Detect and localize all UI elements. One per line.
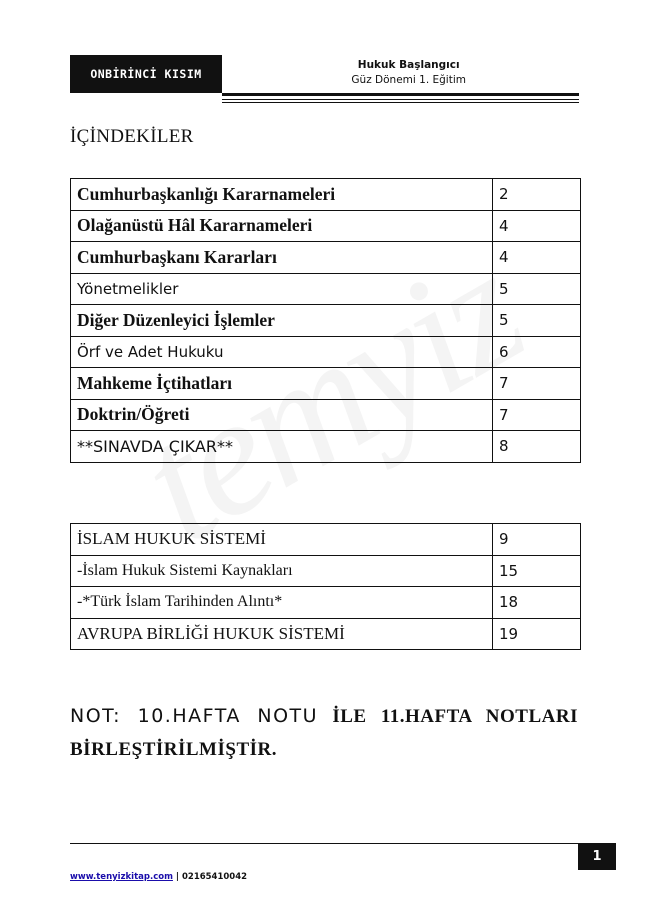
toc-entry-page: 18 xyxy=(493,587,581,619)
toc-entry-label: İSLAM HUKUK SİSTEMİ xyxy=(71,524,493,556)
toc-entry-page: 9 xyxy=(493,524,581,556)
toc-row xyxy=(71,618,581,650)
toc-table-1 xyxy=(70,178,581,463)
toc-entry-label: Cumhurbaşkanlığı Kararnameleri xyxy=(71,179,493,211)
toc-row xyxy=(71,242,581,274)
toc-row xyxy=(71,305,581,337)
toc-entry-page: 5 xyxy=(493,305,581,337)
note-part-1: NOT: 10.HAFTA NOTU xyxy=(70,705,319,727)
website-link[interactable]: www.tenyizkitap.com xyxy=(70,872,173,882)
header-info xyxy=(351,58,466,88)
toc-entry-label: Örf ve Adet Hukuku xyxy=(71,336,493,368)
toc-row xyxy=(71,273,581,305)
course-title: Hukuk Başlangıcı xyxy=(357,59,460,71)
toc-entry-label: Cumhurbaşkanı Kararları xyxy=(71,242,493,274)
toc-row xyxy=(71,368,581,400)
header-rule-thin xyxy=(222,99,579,100)
toc-entry-label: Olağanüstü Hâl Kararnameleri xyxy=(71,210,493,242)
footer-rule xyxy=(70,843,578,844)
toc-entry-page: 15 xyxy=(493,555,581,587)
toc-row xyxy=(71,431,581,463)
footer-contact xyxy=(70,872,247,882)
section-label xyxy=(70,55,222,93)
toc-entry-label: -İslam Hukuk Sistemi Kaynakları xyxy=(71,555,493,587)
toc-entry-page: 5 xyxy=(493,273,581,305)
footer-separator: | xyxy=(172,872,182,882)
header-rule-thick xyxy=(222,93,579,96)
section-label-text: ONBİRİNCİ KISIM xyxy=(90,67,202,81)
toc-row xyxy=(71,587,581,619)
term-title: Güz Dönemi 1. Eğitim xyxy=(351,74,466,86)
toc-row xyxy=(71,336,581,368)
toc-row xyxy=(71,399,581,431)
toc-row xyxy=(71,179,581,211)
toc-entry-label: **SINAVDA ÇIKAR** xyxy=(71,431,493,463)
toc-row xyxy=(71,555,581,587)
phone-number: 02165410042 xyxy=(181,872,248,882)
toc-entry-page: 2 xyxy=(493,179,581,211)
page-number-text: 1 xyxy=(592,849,602,864)
page-number xyxy=(578,843,616,870)
header-rule-thin-2 xyxy=(222,102,579,103)
toc-entry-page: 19 xyxy=(493,618,581,650)
toc-entry-label: Diğer Düzenleyici İşlemler xyxy=(71,305,493,337)
toc-entry-label: -*Türk İslam Tarihinden Alıntı* xyxy=(71,587,493,619)
toc-entry-page: 4 xyxy=(493,210,581,242)
toc-entry-page: 4 xyxy=(493,242,581,274)
toc-entry-page: 7 xyxy=(493,399,581,431)
toc-entry-label: Doktrin/Öğreti xyxy=(71,399,493,431)
toc-entry-label: Yönetmelikler xyxy=(71,273,493,305)
toc-entry-label: Mahkeme İçtihatları xyxy=(71,368,493,400)
toc-title: İÇİNDEKİLER xyxy=(70,126,194,147)
note-paragraph xyxy=(70,700,578,766)
note-part-2: İLE 11.HAFTA NOTLARI BİRLEŞTİRİLMİŞTİR. xyxy=(70,706,578,760)
toc-row xyxy=(71,210,581,242)
toc-entry-page: 6 xyxy=(493,336,581,368)
toc-table-2 xyxy=(70,523,581,650)
toc-entry-page: 8 xyxy=(493,431,581,463)
toc-row xyxy=(71,524,581,556)
toc-entry-page: 7 xyxy=(493,368,581,400)
toc-entry-label: AVRUPA BİRLİĞİ HUKUK SİSTEMİ xyxy=(71,618,493,650)
